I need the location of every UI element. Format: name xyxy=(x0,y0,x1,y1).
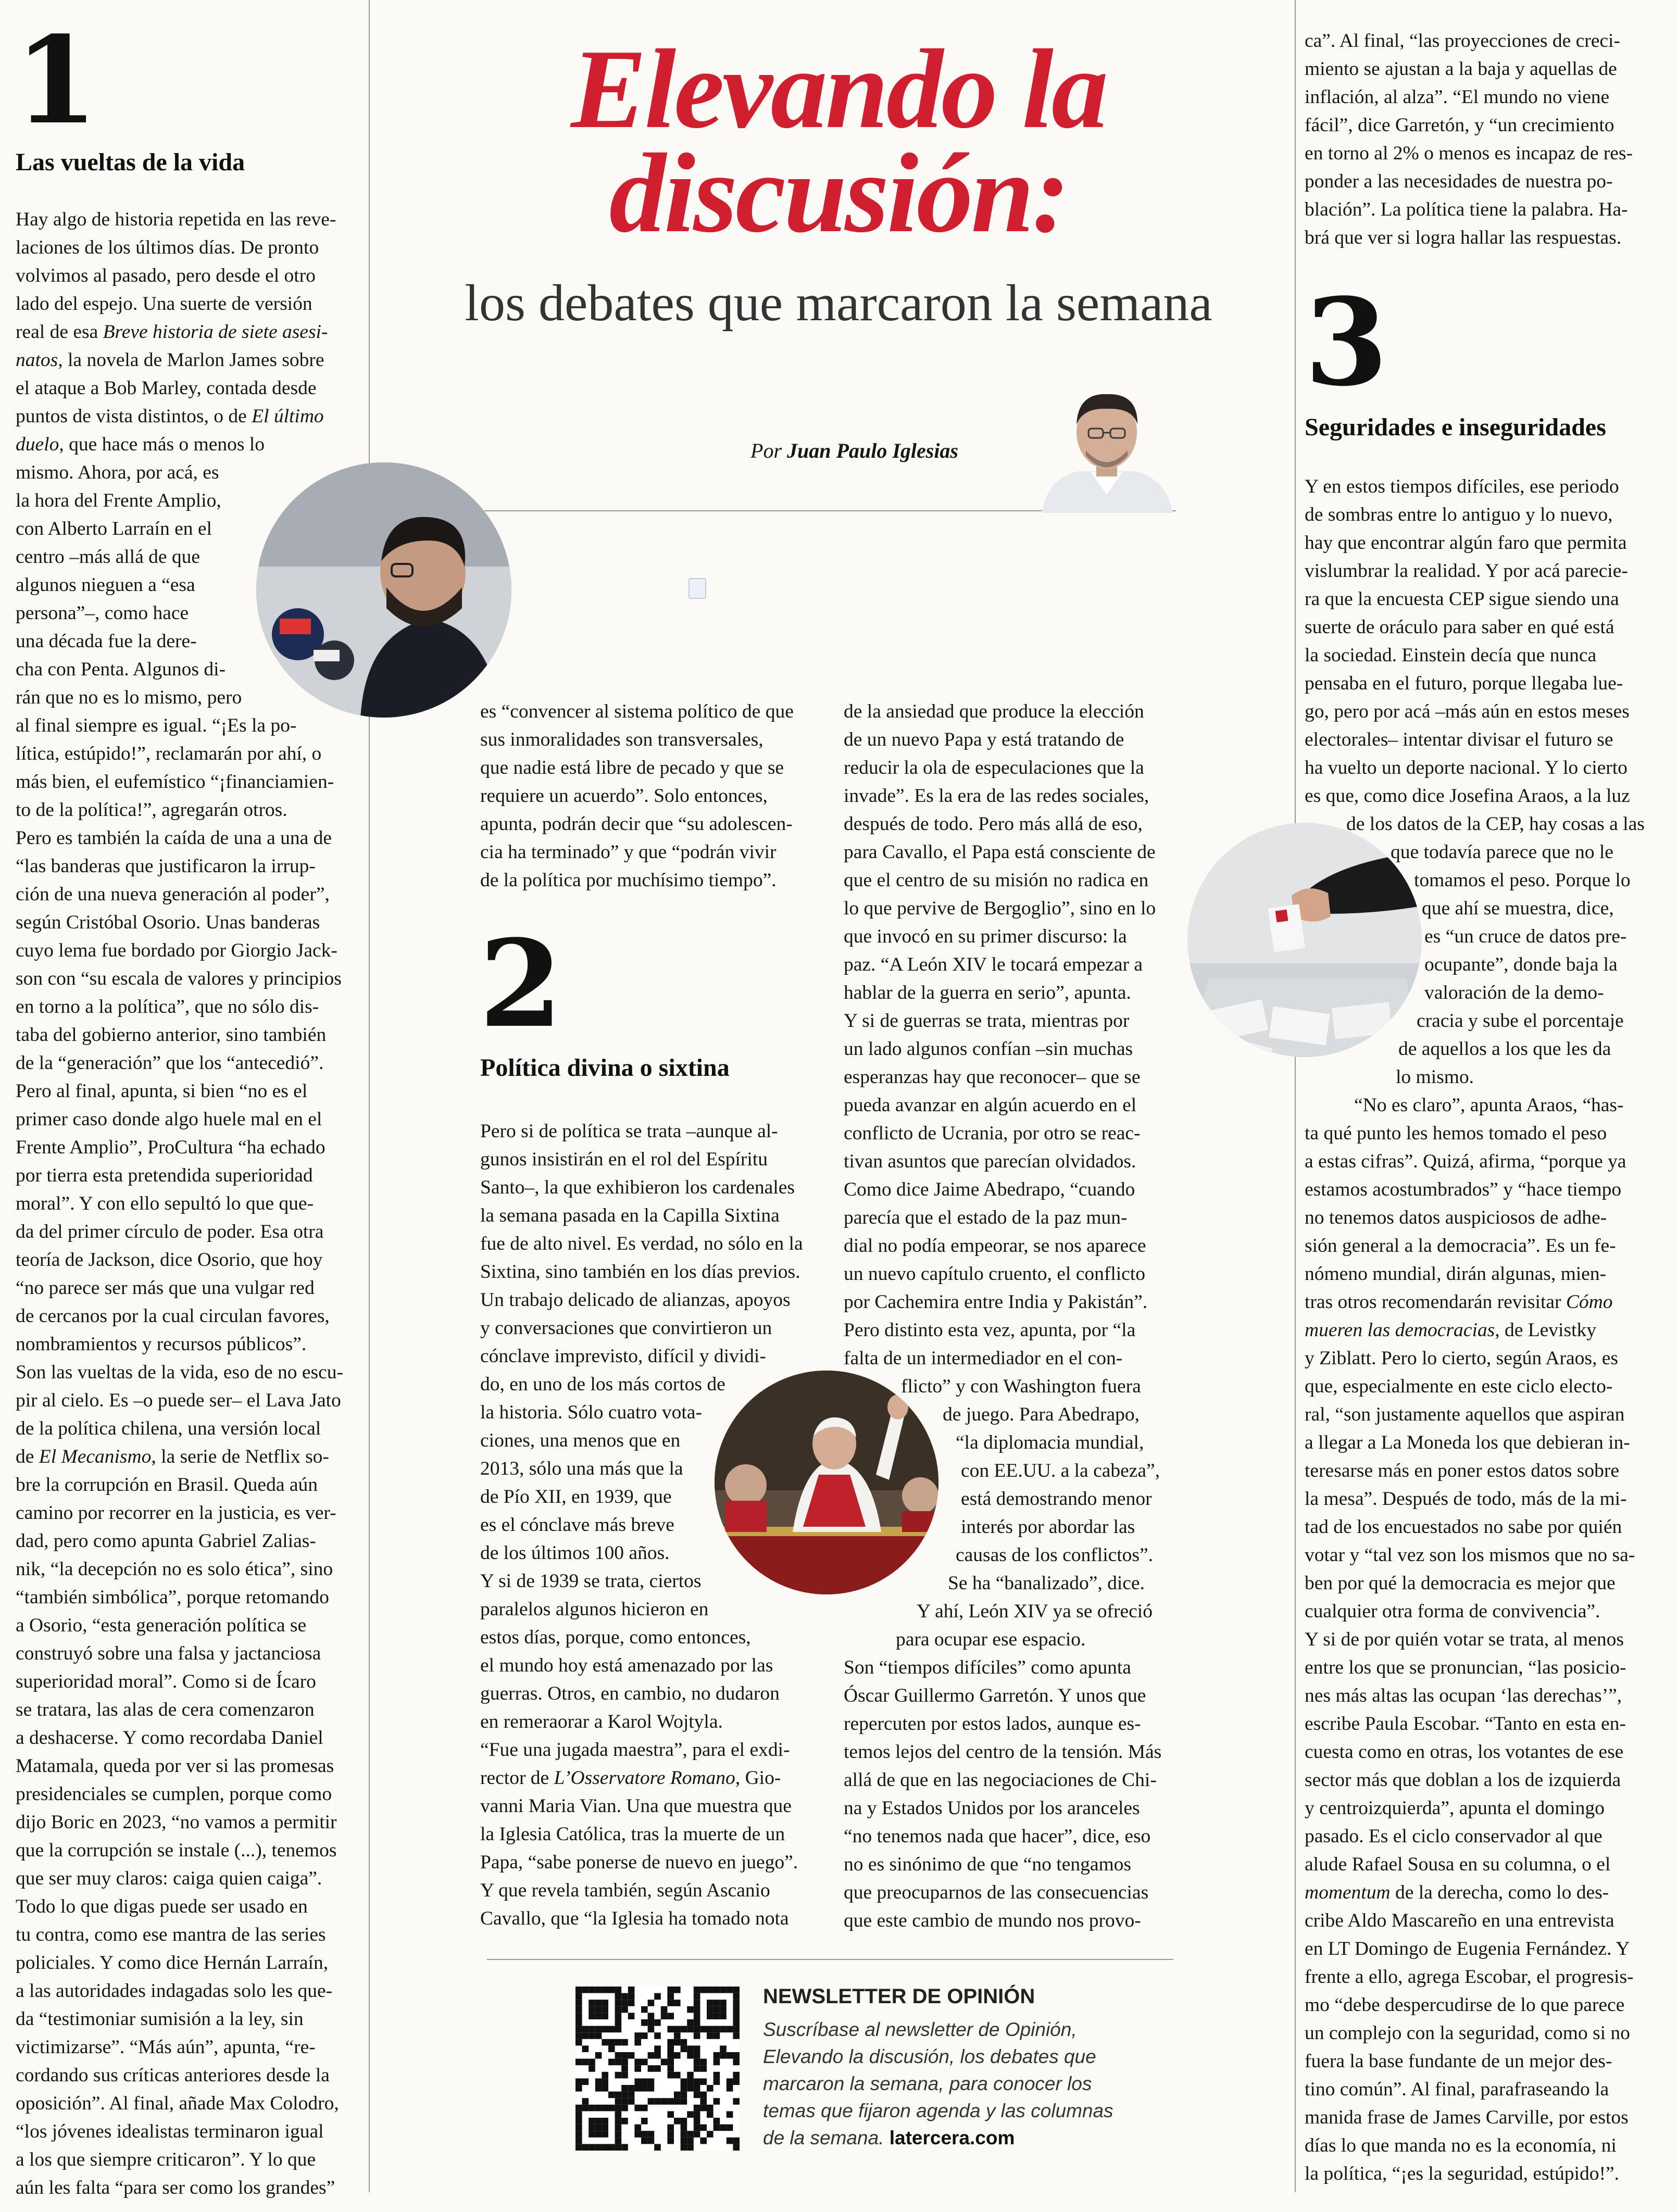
text-line: Pero al final, apunta, si bien “no es el xyxy=(16,1080,308,1102)
text-line: ral, “son justamente aquellos que aspiran xyxy=(1305,1404,1625,1425)
text-line: na y Estados Unidos por los aranceles xyxy=(844,1798,1140,1819)
text-line: Sixtina, sino también en los días previos. xyxy=(480,1261,800,1283)
text-line: “los jóvenes idealistas terminaron igual xyxy=(16,2121,324,2142)
text-line: Todo lo que digas puede ser usado en xyxy=(16,1896,308,1917)
text-line: tomamos el peso. Porque lo xyxy=(1414,870,1631,891)
text-line: da del primer círculo de poder. Esa otra xyxy=(16,1221,324,1242)
text-line: de los últimos 100 años. xyxy=(480,1542,670,1564)
text-line: en remeraorar a Karol Wojtyla. xyxy=(480,1711,723,1732)
text-line: a las autoridades indagadas solo les que- xyxy=(16,1980,333,2002)
text-line: paz. “A León XIV le tocará empezar a xyxy=(844,954,1143,975)
text-line: cuesta como en otras, los votantes de ese xyxy=(1305,1741,1624,1763)
text-line: flicto” y con Washington fuera xyxy=(901,1376,1141,1397)
text-line: de los datos de la CEP, hay cosas a las xyxy=(1346,813,1645,835)
text-line: dijo Boric en 2023, “no vamos a permitir xyxy=(16,1812,337,1833)
text-line: que nadie está libre de pecado y que se xyxy=(480,757,784,778)
text-line: teoría de Jackson, dice Osorio, que hoy xyxy=(16,1249,323,1271)
text-line: algunos nieguen a “esa xyxy=(16,574,195,596)
text-line: vislumbrar la realidad. Y por acá parecie- xyxy=(1305,560,1628,582)
text-line: alude Rafael Sousa en su columna, o el xyxy=(1305,1854,1611,1875)
section-heading-2: Política divina o sixtina xyxy=(480,1054,730,1082)
text-line: “también simbólica”, porque retomando xyxy=(16,1587,329,1608)
text-line: guerras. Otros, en cambio, no dudaron xyxy=(480,1683,780,1704)
section-3-top-text xyxy=(1305,27,1659,252)
headline-line-1: Elevando la xyxy=(571,27,1106,152)
text-line: go, pero por acá –más aún en estos meses xyxy=(1305,701,1630,722)
text-line: rán que no es lo mismo, pero xyxy=(16,687,242,708)
section-heading-3: Seguridades e inseguridades xyxy=(1305,413,1606,441)
section-number-1: 1 xyxy=(15,10,98,151)
text-line: lo que pervive de Bergoglio”, sino en lo xyxy=(844,898,1156,919)
text-line: de juego. Para Abedrapo, xyxy=(943,1404,1140,1425)
text-line: de sombras entre lo antiguo y lo nuevo, xyxy=(1305,504,1613,525)
document-icon xyxy=(689,578,706,599)
text-line: es “convencer al sistema político de que xyxy=(480,701,794,722)
text-line: Y si de guerras se trata, mientras por xyxy=(844,1010,1130,1032)
text-line: paralelos algunos hicieron en xyxy=(480,1599,709,1620)
text-line: ca”. Al final, “las proyecciones de creci- xyxy=(1305,30,1620,52)
text-line: real de esa Breve historia de siete asesi- xyxy=(16,321,328,343)
text-line: Cavallo, que “la Iglesia ha tomado nota xyxy=(480,1908,789,1929)
text-line: Y que revela también, según Ascanio xyxy=(480,1880,770,1901)
text-line: construyó sobre una falsa y jactanciosa xyxy=(16,1643,321,1664)
text-line: votar y “tal vez son los mismos que no sa- xyxy=(1305,1544,1635,1566)
text-line: cordando sus críticas anteriores desde la xyxy=(16,2065,330,2086)
text-line: tad de los encuestados no sabe por quién xyxy=(1305,1516,1622,1538)
text-line: momentum de la derecha, como lo des- xyxy=(1305,1882,1609,1903)
text-line: volvimos al pasado, pero desde el otro xyxy=(16,265,316,286)
text-line: esperanzas hay que reconocer– que se xyxy=(844,1066,1141,1088)
text-line: cualquier otra forma de convivencia”. xyxy=(1305,1601,1600,1622)
text-line: temos lejos del centro de la tensión. Más xyxy=(844,1741,1162,1763)
text-line: frente a ello, agrega Escobar, el progresis- xyxy=(1305,1966,1634,1988)
text-line: invade”. Es la era de las redes sociales, xyxy=(844,785,1149,807)
text-line: Santo–, la que exhibieron los cardenales xyxy=(480,1177,795,1198)
text-line: Son “tiempos difíciles” como apunta xyxy=(844,1657,1131,1678)
text-line: fuera la base fundante de un mejor des- xyxy=(1305,2051,1612,2072)
text-line: un nuevo capítulo cruento, el conflicto xyxy=(844,1263,1145,1285)
text-line: Y en estos tiempos difíciles, ese periodo xyxy=(1305,476,1619,497)
text-line: Matamala, queda por ver si las promesas xyxy=(16,1755,334,1777)
text-line: de la ansiedad que produce la elección xyxy=(844,701,1144,722)
text-line: tivan asuntos que parecían olvidados. xyxy=(844,1151,1136,1172)
text-line: una década fue la dere- xyxy=(16,631,197,652)
text-line: teresarse más en poner estos datos sobre xyxy=(1305,1460,1619,1481)
newsletter-body xyxy=(763,2016,1117,2152)
text-line: fue de alto nivel. Es verdad, no sólo en la xyxy=(480,1233,803,1254)
text-line: causas de los conflictos”. xyxy=(956,1544,1154,1566)
text-line: “No es claro”, apunta Araos, “has- xyxy=(1354,1095,1624,1116)
text-line: “la diplomacia mundial, xyxy=(956,1432,1144,1453)
text-line: que todavía parece que no le xyxy=(1391,841,1613,863)
text-line: miento se ajustan a la baja y aquellas de xyxy=(1305,58,1617,80)
text-line: moral”. Y con ello sepultó lo que que- xyxy=(16,1193,314,1214)
newsletter-text: Suscríbase al newsletter de Opinión, Elevando la discusión, los debates que marcaron la semana, para conocer los temas que fijaron agenda y las columnas de la semana. xyxy=(763,2019,1113,2148)
text-line: la mesa”. Después de todo, más de la mi- xyxy=(1305,1488,1627,1510)
text-line: pueda avanzar en algún acuerdo en el xyxy=(844,1095,1137,1116)
text-line: policiales. Y como dice Hernán Larraín, xyxy=(16,1952,329,1974)
text-line: 2013, sólo una más que la xyxy=(480,1458,683,1479)
text-line: que ahí se muestra, dice, xyxy=(1422,898,1614,919)
text-line: brá que ver si logra hallar las respuestas. xyxy=(1305,227,1622,248)
text-line: ra que la encuesta CEP sigue siendo una xyxy=(1305,588,1619,610)
text-line: Frente Amplio”, ProCultura “ha echado xyxy=(16,1137,326,1158)
text-line: que la corrupción se instale (...), tenemos xyxy=(16,1840,337,1861)
text-line: es que, como dice Josefina Araos, a la luz xyxy=(1305,785,1630,807)
text-line: cónclave imprevisto, difícil y dividi- xyxy=(480,1346,766,1367)
text-line: laciones de los últimos días. De pronto xyxy=(16,237,319,258)
text-line: dad, pero como apunta Gabriel Zalias- xyxy=(16,1530,316,1552)
text-line: a llegar a La Moneda los que debieran in- xyxy=(1305,1432,1630,1453)
text-line: cha con Penta. Algunos di- xyxy=(16,659,226,680)
text-line: y conversaciones que convirtieron un xyxy=(480,1317,772,1339)
text-line: un lado algunos confían –sin muchas xyxy=(844,1038,1133,1060)
column-rule-left xyxy=(369,0,370,2192)
section-heading-1: Las vueltas de la vida xyxy=(16,148,245,176)
text-line: hay que encontrar algún faro que permita xyxy=(1305,532,1627,554)
text-line: se tratara, las alas de cera comenzaron xyxy=(16,1699,315,1720)
text-line: cribe Aldo Mascareño en una entrevista xyxy=(1305,1910,1615,1931)
text-line: de la “generación” que los “antecedió”. xyxy=(16,1052,324,1074)
column-rule-right xyxy=(1295,0,1296,2192)
text-line: cuyo lema fue bordado por Giorgio Jack- xyxy=(16,940,337,961)
text-line: la Iglesia Católica, tras la muerte de un xyxy=(480,1824,785,1845)
text-line: blación”. La política tiene la palabra. Ha- xyxy=(1305,199,1628,220)
text-line: fácil”, dice Garretón, y “un crecimiento xyxy=(1305,115,1615,136)
text-line: son con “su escala de valores y principios xyxy=(16,968,342,989)
text-line: ha vuelto un deporte nacional. Y lo cierto xyxy=(1305,757,1628,778)
text-line: de la política por muchísimo tiempo”. xyxy=(480,870,777,891)
text-line: tu contra, como ese mantra de las series xyxy=(16,1924,326,1945)
text-line: en torno a la política”, que no sólo dis- xyxy=(16,996,319,1017)
text-line: con Alberto Larraín en el xyxy=(16,518,212,539)
text-line: que invocó en su primer discurso: la xyxy=(844,926,1127,947)
headline-line-2: discusión: xyxy=(609,131,1068,256)
text-line: pensaba en el futuro, porque llegaba lue- xyxy=(1305,673,1623,694)
newsletter-title: NEWSLETTER DE OPINIÓN xyxy=(763,1985,1035,2008)
text-line: mueren las democracias, de Levistky xyxy=(1305,1319,1596,1341)
text-line: interés por abordar las xyxy=(961,1516,1135,1538)
text-line: presidenciales se cumplen, porque como xyxy=(16,1783,332,1805)
text-line: está demostrando menor xyxy=(961,1488,1152,1510)
text-line: manida frase de James Carville, por estos xyxy=(1305,2107,1629,2128)
text-line: Y ahí, León XIV ya se ofreció xyxy=(917,1601,1153,1622)
section-number-3: 3 xyxy=(1305,272,1388,413)
text-line: taba del gobierno anterior, sino también xyxy=(16,1024,327,1046)
text-line: que, especialmente en este ciclo electo- xyxy=(1305,1376,1613,1397)
text-line: por Cachemira entre India y Pakistán”. xyxy=(844,1291,1148,1313)
text-line: falta de un intermediador en el con- xyxy=(844,1348,1123,1369)
text-line: ponder a las necesidades de nuestra po- xyxy=(1305,171,1613,192)
text-line: “Fue una jugada maestra”, para el exdi- xyxy=(480,1739,790,1761)
text-line: Pero es también la caída de una a una de xyxy=(16,827,332,849)
headline-subtitle: los debates que marcaron la semana xyxy=(465,274,1212,332)
text-line: de la política chilena, una versión local xyxy=(16,1418,321,1439)
text-line: más bien, el eufemístico “¡financiamien- xyxy=(16,771,334,793)
author-portrait xyxy=(1036,383,1177,513)
section-1-text xyxy=(16,206,356,2202)
text-line: tras otros recomendarán revisitar Cómo xyxy=(1305,1291,1613,1313)
text-line: al final siempre es igual. “¡Es la po- xyxy=(16,715,297,736)
text-line: es “un cruce de datos pre- xyxy=(1424,926,1627,947)
text-line: la sociedad. Einstein decía que nunca xyxy=(1305,645,1597,666)
text-line: la hora del Frente Amplio, xyxy=(16,490,221,511)
text-line: oposición”. Al final, añade Max Colodro, xyxy=(16,2093,339,2114)
text-line: bre la corrupción en Brasil. Queda aún xyxy=(16,1474,318,1495)
text-line: lo mismo. xyxy=(1396,1066,1474,1088)
text-line: Óscar Guillermo Garretón. Y unos que xyxy=(844,1685,1146,1706)
text-line: “las banderas que justificaron la irrup- xyxy=(16,856,316,877)
text-line: dial no podía empeorar, se nos aparece xyxy=(844,1235,1146,1256)
text-line: vanni Maria Vian. Una que muestra que xyxy=(480,1795,792,1817)
text-line: gunos insistirán en el rol del Espíritu xyxy=(480,1149,768,1170)
text-line: mismo. Ahora, por acá, es xyxy=(16,462,219,483)
text-line: un complejo con la seguridad, como si no xyxy=(1305,2022,1630,2044)
text-line: valoración de la demo- xyxy=(1424,982,1604,1003)
text-line: Son las vueltas de la vida, eso de no escu- xyxy=(16,1362,344,1383)
text-line: a estas cifras”. Quizá, afirma, “porque ya xyxy=(1305,1151,1626,1172)
text-line: es el cónclave más breve xyxy=(480,1514,674,1536)
text-line: duelo, que hace más o menos lo xyxy=(16,434,265,455)
text-line: estos días, porque, como entonces, xyxy=(480,1627,751,1648)
text-line: de Pío XII, en 1939, que xyxy=(480,1486,672,1507)
text-line: ta qué punto les hemos tomado el peso xyxy=(1305,1123,1607,1144)
text-line: de El Mecanismo, la serie de Netflix so- xyxy=(16,1446,329,1467)
text-line: primer caso donde algo huele mal en el xyxy=(16,1109,322,1130)
text-line: la semana pasada en la Capilla Sixtina xyxy=(480,1205,780,1226)
text-line: centro –más allá de que xyxy=(16,546,201,568)
text-line: sus inmoralidades son transversales, xyxy=(480,729,764,750)
section-3-text xyxy=(1305,473,1659,2188)
text-line: para ocupar ese espacio. xyxy=(896,1629,1086,1650)
byline-prefix: Por xyxy=(750,439,782,462)
text-line: en LT Domingo de Eugenia Fernández. Y xyxy=(1305,1938,1630,1959)
text-line: la historia. Sólo cuatro vota- xyxy=(480,1402,702,1423)
text-line: requiere un acuerdo”. Solo entonces, xyxy=(480,785,768,807)
text-line: nómeno mundial, dirán algunas, mien- xyxy=(1305,1263,1607,1285)
text-line: no es sinónimo de que “no tengamos xyxy=(844,1854,1131,1875)
text-line: hablar de la guerra en serio”, apunta. xyxy=(844,982,1131,1003)
text-line: cia ha terminado” y que “podrán vivir xyxy=(480,841,777,863)
text-line: Pero si de política se trata –aunque al- xyxy=(480,1121,778,1142)
section-2-intro-text xyxy=(480,698,819,895)
text-line: para Cavallo, el Papa está consciente de xyxy=(844,841,1156,863)
text-line: entre los que se pronuncian, “las posicio- xyxy=(1305,1657,1626,1678)
text-line: ocupante”, donde baja la xyxy=(1424,954,1618,975)
byline-author: Juan Paulo Iglesias xyxy=(787,439,958,462)
text-line: Y si de por quién votar se trata, al menos xyxy=(1305,1629,1624,1650)
text-line: Se ha “banalizado”, dice. xyxy=(948,1573,1145,1594)
text-line: Hay algo de historia repetida en las reve- xyxy=(16,209,336,230)
text-line: el ataque a Bob Marley, contada desde xyxy=(16,378,317,399)
text-line: ción de una nueva generación al poder”, xyxy=(16,884,330,905)
text-line: Papa, “sabe ponerse de nuevo en juego”. xyxy=(480,1852,798,1873)
text-line: en torno al 2% o menos es incapaz de res- xyxy=(1305,143,1633,164)
text-line: Pero distinto esta vez, apunta, por “la xyxy=(844,1319,1136,1341)
text-line: sector más que doblan a los de izquierda xyxy=(1305,1769,1621,1791)
text-line: y centroizquierda”, apunta el domingo xyxy=(1305,1798,1605,1819)
text-line: nes más altas las ocupan ‘las derechas’”, xyxy=(1305,1685,1622,1706)
text-line: a Osorio, “esta generación política se xyxy=(16,1615,307,1636)
text-line: electorales– intentar divisar el futuro se xyxy=(1305,729,1613,750)
text-line: conflicto de Ucrania, por otro se reac- xyxy=(844,1123,1141,1144)
text-line: por tierra esta pretendida superioridad xyxy=(16,1165,313,1186)
text-line: de aquellos a los que les da xyxy=(1398,1038,1611,1060)
text-line: la política, “¡es la seguridad, estúpido!”. xyxy=(1305,2163,1619,2184)
text-line: no tenemos datos auspiciosos de adhe- xyxy=(1305,1207,1607,1228)
text-line: Y si de 1939 se trata, ciertos xyxy=(480,1570,702,1592)
text-line: rector de L’Osservatore Romano, Gio- xyxy=(480,1767,781,1789)
text-line: inflación, al alza”. “El mundo no viene xyxy=(1305,86,1610,108)
section-number-2: 2 xyxy=(479,914,563,1054)
text-line: con EE.UU. a la cabeza”, xyxy=(961,1460,1160,1481)
text-line: aún les falta “para ser como los grandes” xyxy=(16,2177,335,2198)
text-line: que ser muy claros: caiga quien caiga”. xyxy=(16,1868,322,1889)
text-line: ciones, una menos que en xyxy=(480,1430,681,1451)
text-line: Un trabajo delicado de alianzas, apoyos xyxy=(480,1289,791,1311)
text-line: Como dice Jaime Abedrapo, “cuando xyxy=(844,1179,1135,1200)
text-line: días lo que manda no es la economía, ni xyxy=(1305,2135,1617,2156)
text-line: do, en uno de los más cortos de xyxy=(480,1374,725,1395)
text-line: nombramientos y recursos públicos”. xyxy=(16,1334,307,1355)
text-line: superioridad moral”. Como si de Ícaro xyxy=(16,1671,316,1692)
section-2-text xyxy=(480,1117,819,1933)
text-line: persona”–, como hace xyxy=(16,602,189,624)
text-line: que este cambio de mundo nos provo- xyxy=(844,1910,1141,1931)
text-line: suerte de oráculo para saber en qué está xyxy=(1305,617,1615,638)
text-line: ben por qué la democracia es mejor que xyxy=(1305,1573,1616,1594)
text-line: después de todo. Pero más allá de eso, xyxy=(844,813,1143,835)
text-line: camino por recorrer en la justicia, es ver- xyxy=(16,1502,336,1524)
text-line: cracia y sube el porcentaje xyxy=(1417,1010,1624,1032)
text-line: mo “debe despercudirse de lo que parece xyxy=(1305,1994,1625,2016)
text-line: puntos de vista distintos, o de El último xyxy=(16,406,324,427)
text-line: pasado. Es el ciclo conservador al que xyxy=(1305,1826,1603,1847)
text-line: según Cristóbal Osorio. Unas banderas xyxy=(16,912,320,933)
newsletter-link[interactable]: latercera.com xyxy=(889,2127,1015,2148)
text-line: escribe Paula Escobar. “Tanto en esta en- xyxy=(1305,1713,1626,1735)
text-line: nik, “la decepción no es solo ética”, sino xyxy=(16,1559,333,1580)
text-line: de un nuevo Papa y está tratando de xyxy=(844,729,1124,750)
text-line: el mundo hoy está amenazado por las xyxy=(480,1655,773,1676)
text-line: da “testimoniar sumisión a la ley, sin xyxy=(16,2008,304,2030)
text-line: repercuten por estos lados, aunque es- xyxy=(844,1713,1141,1735)
text-line: to de la política!”, agregarán otros. xyxy=(16,799,287,821)
text-line: victimizarse”. “Más aún”, apunta, “re- xyxy=(16,2037,316,2058)
text-line: “no tenemos nada que hacer”, dice, eso xyxy=(844,1826,1151,1847)
text-line: a los que siempre criticaron”. Y lo que xyxy=(16,2149,316,2170)
text-line: tino común”. Al final, parafraseando la xyxy=(1305,2079,1609,2100)
text-line: natos, la novela de Marlon James sobre xyxy=(16,349,324,371)
byline xyxy=(698,438,958,463)
text-line: lado del espejo. Una suerte de versión xyxy=(16,293,312,315)
text-line: y Ziblatt. Pero lo cierto, según Araos, es xyxy=(1305,1348,1618,1369)
text-line: reducir la ola de especulaciones que la xyxy=(844,757,1144,778)
qr-code[interactable] xyxy=(575,1987,740,2151)
text-line: de cercanos por la cual circulan favores, xyxy=(16,1305,330,1327)
text-line: apunta, podrán decir que “su adolescen- xyxy=(480,813,793,835)
text-line: pir al cielo. Es –o puede ser– el Lava Jato xyxy=(16,1390,341,1411)
text-line: sión general a la democracia”. Es un fe- xyxy=(1305,1235,1616,1256)
section-2-text-cont xyxy=(844,698,1177,1935)
text-line: que el centro de su misión no radica en xyxy=(844,870,1149,891)
text-line: a deshacerse. Y como recordaba Daniel xyxy=(16,1727,323,1749)
text-line: allá de que en las negociaciones de Chi- xyxy=(844,1769,1157,1791)
text-line: lítica, estúpido!”, reclamarán por ahí, o xyxy=(16,743,322,764)
text-line: parecía que el estado de la paz mun- xyxy=(844,1207,1128,1228)
text-line: estamos acostumbrados” y “hace tiempo xyxy=(1305,1179,1622,1200)
text-line: “no parece ser más que una vulgar red xyxy=(16,1277,315,1299)
text-line: que preocuparnos de las consecuencias xyxy=(844,1882,1149,1903)
newsletter-rule xyxy=(487,1959,1173,1960)
